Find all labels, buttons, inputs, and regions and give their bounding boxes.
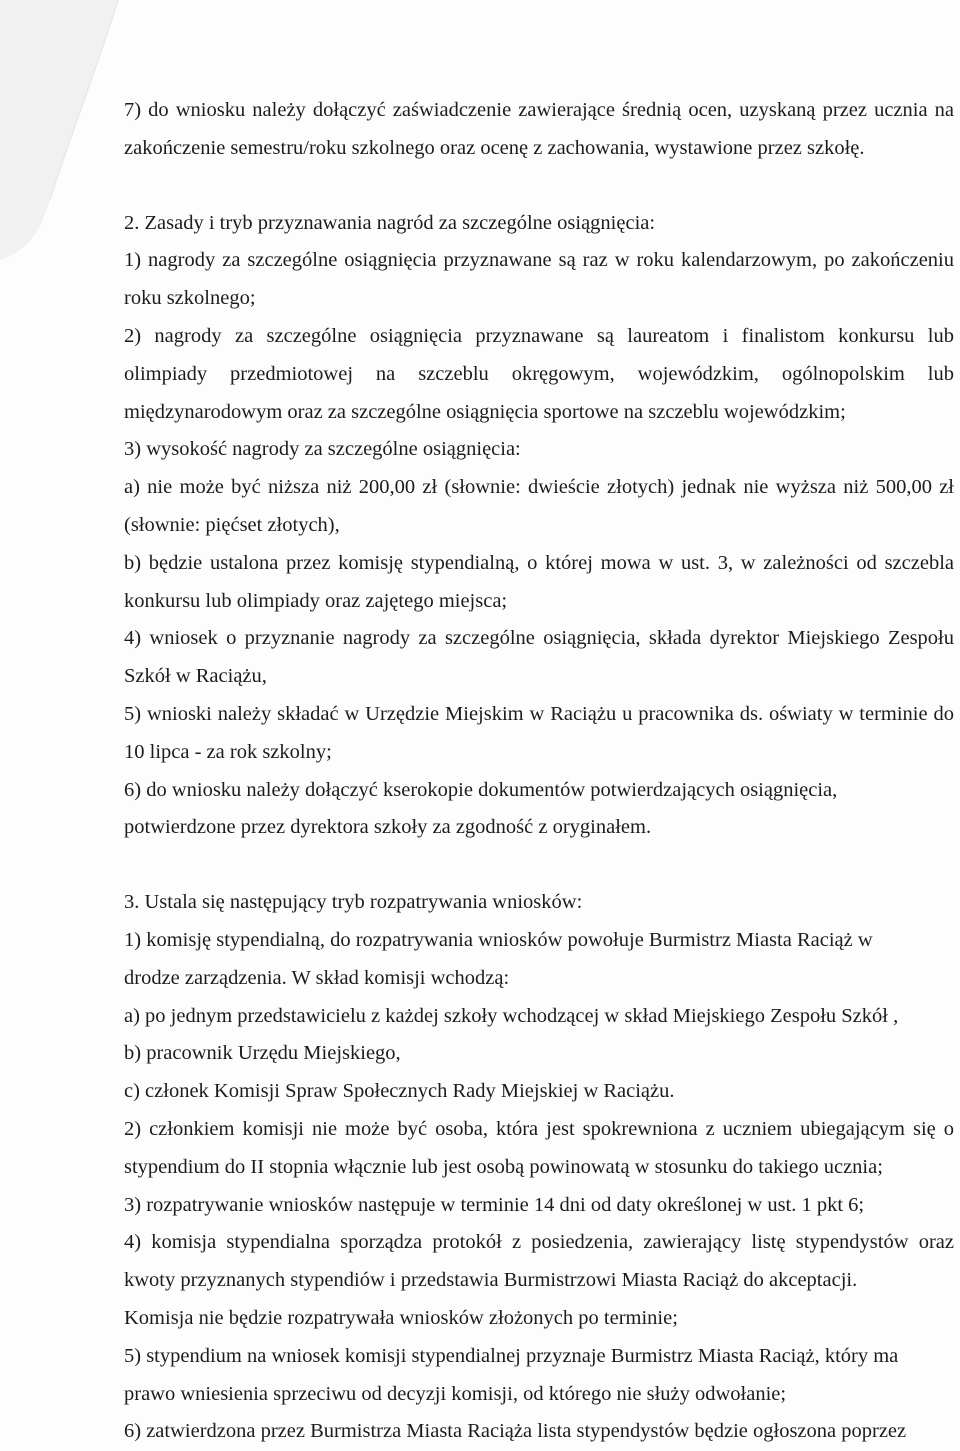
text-line: potwierdzone przez dyrektora szkoły za zgodność z oryginałem. — [124, 816, 652, 839]
text-line: 4) wniosek o przyznanie nagrody za szczególne osiągnięcia, składa dyrektor Miejskiego Zespołu — [124, 627, 954, 650]
text-line: olimpiady przedmiotowej na szczeblu okręgowym, wojewódzkim, ogólnopolskim lub — [124, 362, 954, 385]
text-line: 1) komisję stypendialną, do rozpatrywania wniosków powołuje Burmistrz Miasta Raciąż w — [124, 928, 873, 951]
text-line: 2) nagrody za szczególne osiągnięcia przyznawane są laureatom i finalistom konkursu lub — [124, 324, 954, 347]
text-line: 6) do wniosku należy dołączyć kserokopie dokumentów potwierdzających osiągnięcia, — [124, 778, 838, 801]
text-line: a) po jednym przedstawicielu z każdej szkoły wchodzącej w skład Miejskiego Zespołu Szkół , — [124, 1004, 899, 1027]
text-line: międzynarodowym oraz za szczególne osiągnięcia sportowe na szczeblu wojewódzkim; — [124, 400, 846, 423]
document-body — [124, 92, 954, 1451]
text-line: 5) stypendium na wniosek komisji stypendialnej przyznaje Burmistrz Miasta Raciąż, który ma — [124, 1344, 899, 1367]
text-line: (słownie: pięćset złotych), — [124, 513, 340, 536]
text-line: Szkół w Raciążu, — [124, 665, 267, 688]
text-line: 3) wysokość nagrody za szczególne osiągnięcia: — [124, 438, 521, 461]
text-line: b) pracownik Urzędu Miejskiego, — [124, 1042, 401, 1065]
text-line: roku szkolnego; — [124, 287, 256, 310]
text-line: Komisja nie będzie rozpatrywała wniosków złożonych po terminie; — [124, 1306, 678, 1329]
text-line: 2) członkiem komisji nie może być osoba, która jest spokrewniona z uczniem ubiegającym się o — [124, 1117, 954, 1140]
text-line: c) członek Komisji Spraw Społecznych Rady Miejskiej w Raciążu. — [124, 1080, 675, 1103]
text-line: kwoty przyznanych stypendiów i przedstawia Burmistrzowi Miasta Raciąż do akceptacji. — [124, 1269, 858, 1292]
text-line: 3) rozpatrywanie wniosków następuje w terminie 14 dni od daty określonej w ust. 1 pkt 6; — [124, 1193, 865, 1216]
text-line: drodze zarządzenia. W skład komisji wchodzą: — [124, 966, 510, 989]
text-line: 10 lipca - za rok szkolny; — [124, 740, 332, 763]
text-line: a) nie może być niższa niż 200,00 zł (słownie: dwieście złotych) jednak nie wyższa niż 500,00 zł — [124, 476, 954, 499]
text-line: b) będzie ustalona przez komisję stypendialną, o której mowa w ust. 3, w zależności od szczebla — [124, 551, 954, 574]
scan-edge-shadow — [0, 0, 130, 260]
section-heading: 2. Zasady i tryb przyznawania nagród za szczególne osiągnięcia: — [124, 211, 656, 234]
text-line: prawo wniesienia sprzeciwu od decyzji komisji, od którego nie służy odwołanie; — [124, 1382, 787, 1405]
text-line: 7) do wniosku należy dołączyć zaświadczenie zawierające średnią ocen, uzyskaną przez ucznia na — [124, 99, 954, 121]
section-heading: 3. Ustala się następujący tryb rozpatrywania wniosków: — [124, 891, 583, 914]
text-line: konkursu lub olimpiady oraz zajętego miejsca; — [124, 589, 508, 612]
text-line: 4) komisja stypendialna sporządza protokół z posiedzenia, zawierający listę stypendystów oraz — [124, 1231, 954, 1254]
text-line: 1) nagrody za szczególne osiągnięcia przyznawane są raz w roku kalendarzowym, po zakończeniu — [124, 249, 954, 272]
text-line: zakończenie semestru/roku szkolnego oraz ocenę z zachowania, wystawione przez szkołę. — [124, 136, 865, 159]
text-line: 6) zatwierdzona przez Burmistrza Miasta Raciąża lista stypendystów będzie ogłoszona poprzez — [124, 1420, 907, 1443]
text-line: 5) wnioski należy składać w Urzędzie Miejskim w Raciążu u pracownika ds. oświaty w terminie do — [124, 702, 954, 725]
text-line: stypendium do II stopnia włącznie lub jest osobą powinowatą w stosunku do takiego ucznia; — [124, 1155, 883, 1178]
